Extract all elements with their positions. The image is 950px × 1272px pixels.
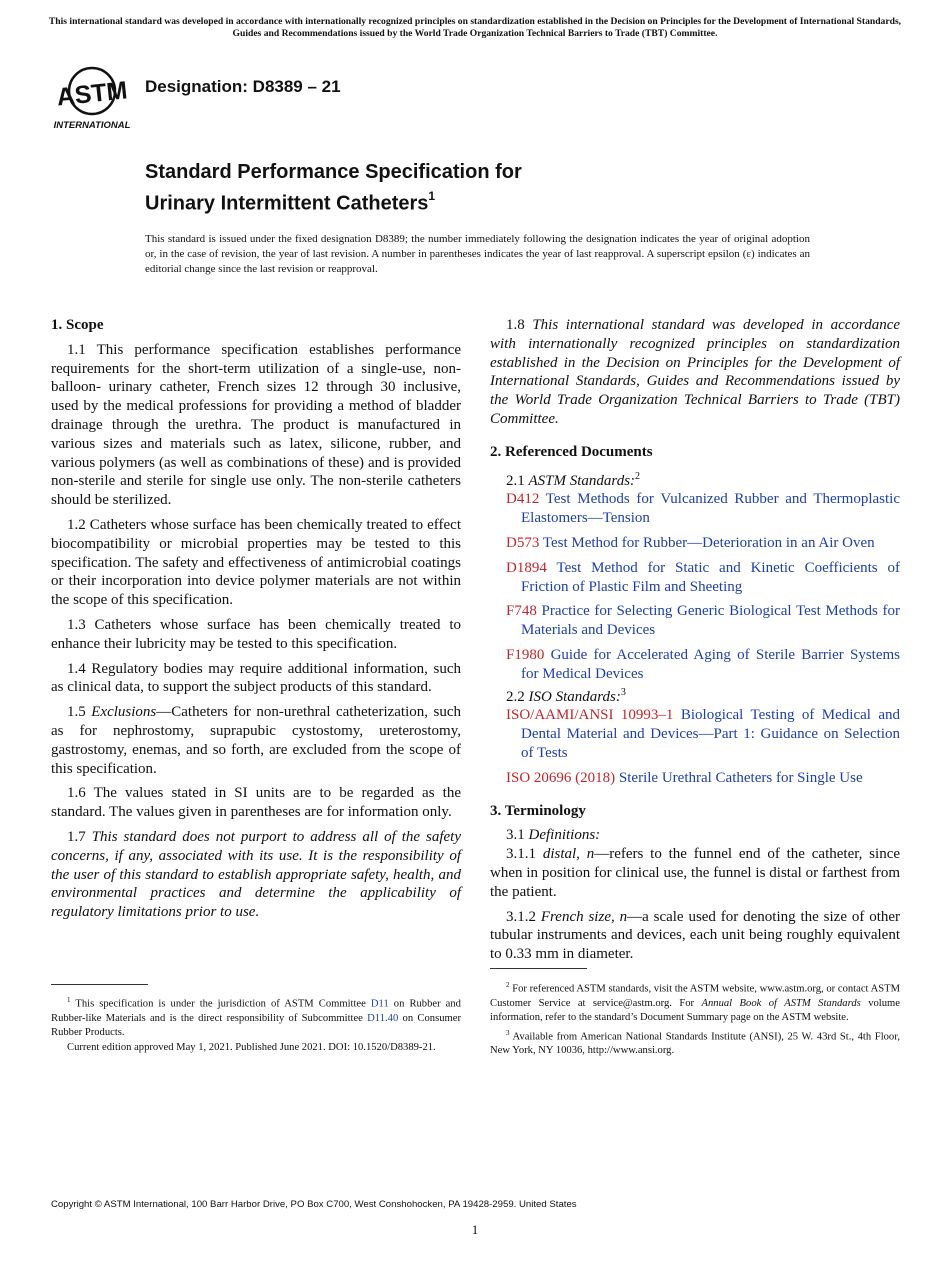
- copyright-notice: Copyright © ASTM International, 100 Barr Harbor Drive, PO Box C700, West Conshohocken, PA 19428-2959. United States: [51, 1199, 577, 1210]
- astm-standards-label: 2.1 ASTM Standards:$^2$: [506, 470, 641, 489]
- footnotes-right: [490, 978, 900, 1059]
- left-column: [51, 316, 461, 928]
- footnote-1: $^1$ This specification is under the jurisdiction of ASTM Committee D11 on Rubber and Rubber-like Materials and is the direct responsibility of Subcommittee D11.40 on Consumer Rubber Products.: [51, 996, 461, 1038]
- astm-logo-icon: [52, 58, 136, 132]
- reference-item[interactable]: ISO 20696 (2018) Sterile Urethral Catheters for Single Use: [506, 769, 863, 786]
- footnote-3: $^3$ Available from American National Standards Institute (ANSI), 25 W. 43rd St., 4th Floor, New York, NY 10036, http://www.ansi.org.: [490, 1028, 900, 1057]
- title-line-2: Urinary Intermittent Catheters$^1$: [145, 189, 436, 215]
- reference-item[interactable]: F1980 Guide for Accelerated Aging of Sterile Barrier Systems for Medical Devices: [506, 646, 900, 682]
- issuance-note: This standard is issued under the fixed designation D8389; the number immediately following the designation indicates the year of original adoption or, in the case of revision, the year of last revision. A number in parentheses indicates the year of last reapproval. A superscript epsilon (ε) indicates an editorial change since the last revision or reapproval.: [145, 233, 810, 275]
- reference-item[interactable]: D412 Test Methods for Vulcanized Rubber and Thermoplastic Elastomers—Tension: [506, 491, 900, 527]
- footnotes-left: [51, 993, 461, 1056]
- reference-item[interactable]: D1894 Test Method for Static and Kinetic Coefficients of Friction of Plastic Film and Sheeting: [506, 559, 900, 595]
- reference-item[interactable]: D573 Test Method for Rubber—Deterioration in an Air Oven: [506, 534, 875, 551]
- iso-standards-label: 2.2 ISO Standards:$^3$: [506, 686, 626, 705]
- term-distal: 3.1.1 distal, n—refers to the funnel end of the catheter, since when in position for clinical use, the funnel is distal or farthest from the patient.: [490, 846, 901, 900]
- section-heading-terminology: 3. Terminology: [490, 802, 586, 819]
- para-1-3: 1.3 Catheters whose surface has been chemically treated to enhance their lubricity may be tested to this specification.: [51, 616, 461, 652]
- logo-subtitle: INTERNATIONAL: [53, 120, 131, 131]
- astm-reference-list: [490, 490, 900, 683]
- committee-link[interactable]: D11: [370, 998, 389, 1010]
- para-1-5: 1.5 Exclusions—Catheters for non-urethral catheterization, such as for nephrostomy, suprapubic cystostomy, ureterostomy, gastrostomy, enemas, and so forth, are excluded from the scope of this specification.: [51, 704, 462, 777]
- astm-logo: [52, 58, 136, 132]
- definitions-label: 3.1 Definitions:: [506, 827, 601, 844]
- para-1-8: 1.8 This international standard was developed in accordance with internationally recognized principles on standardization established in the Decision on Principles for the Development of International Standards, Guides and Recommendations issued by the World Trade Organization Technical Barriers to Trade (TBT) Committee.: [490, 317, 901, 427]
- logo-letters: ASTM: [55, 76, 129, 112]
- para-1-1: 1.1 This performance specification establishes performance requirements for the short-term utilization of a single-use, non-balloon- urinary catheter, French sizes 12 through 30 inclusive, used by the medical professions for providing a method of bladder drainage through the urethra. The product is manufactured in various sizes and materials such as latex, silicone, rubber, and various polymers (as well as combinations of these) and is provided non-sterile and sterile for single use only. The non-sterile catheters should be sterilized.: [51, 341, 461, 509]
- para-1-4: 1.4 Regulatory bodies may require additional information, such as clinical data, to support the subject products of this standard.: [51, 660, 461, 696]
- right-column: [490, 316, 900, 970]
- term-french-size: 3.1.2 French size, n—a scale used for denoting the size of other tubular instruments and devices, each unit being roughly equivalent to 0.33 mm in diameter.: [490, 908, 901, 963]
- section-heading-scope: 1. Scope: [51, 317, 104, 333]
- page-number: 1: [471, 1222, 479, 1237]
- designation: Designation: D8389 – 21: [145, 77, 341, 96]
- subcommittee-link[interactable]: D11.40: [367, 1012, 399, 1024]
- title-line-1: Standard Performance Specification for: [145, 161, 522, 183]
- para-1-7: 1.7 This standard does not purport to address all of the safety concerns, if any, associated with its use. It is the responsibility of the user of this standard to establish appropriate safety, health, and environmental practices and determine the applicability of regulatory limitations prior to use.: [51, 828, 462, 921]
- section-heading-referenced-documents: 2. Referenced Documents: [490, 443, 653, 460]
- footnote-rule-right: [490, 968, 587, 969]
- title-footnote-mark[interactable]: 1: [428, 189, 436, 203]
- para-1-2: 1.2 Catheters whose surface has been chemically treated to effect biocompatibility or microbial properties may be tested to this specification. The safety and effectiveness of antimicrobial coatings or their incorporation into device polymer materials are not within the scope of this specification.: [51, 516, 461, 609]
- document-title: [145, 159, 705, 217]
- reference-item[interactable]: F748 Practice for Selecting Generic Biological Test Methods for Materials and Devices: [506, 603, 900, 639]
- tbt-notice: This international standard was developed in accordance with internationally recognized principles on standardization established in the Decision on Principles for the Development of International Standards, Guides and Recommendations issued by the World Trade Organization Technical Barriers to Trade (TBT) Committee.: [48, 16, 902, 39]
- reference-item[interactable]: ISO/AAMI/ANSI 10993–1 Biological Testing of Medical and Dental Material and Devices—Part 1: Guidance on Selection of Tests: [506, 707, 900, 761]
- footnote-2: $^2$ For referenced ASTM standards, visit the ASTM website, www.astm.org, or contact ASTM Customer Service at service@astm.org. For Annual Book of ASTM Standards volume information, refer to the standard’s Document Summary page on the ASTM website.: [490, 981, 901, 1023]
- footnote-rule-left: [51, 984, 148, 985]
- edition-note: Current edition approved May 1, 2021. Published June 2021. DOI: 10.1520/D8389-21.: [67, 1041, 436, 1053]
- iso-reference-list: [490, 706, 900, 787]
- para-1-6: 1.6 The values stated in SI units are to be regarded as the standard. The values given in parentheses are for information only.: [51, 785, 461, 821]
